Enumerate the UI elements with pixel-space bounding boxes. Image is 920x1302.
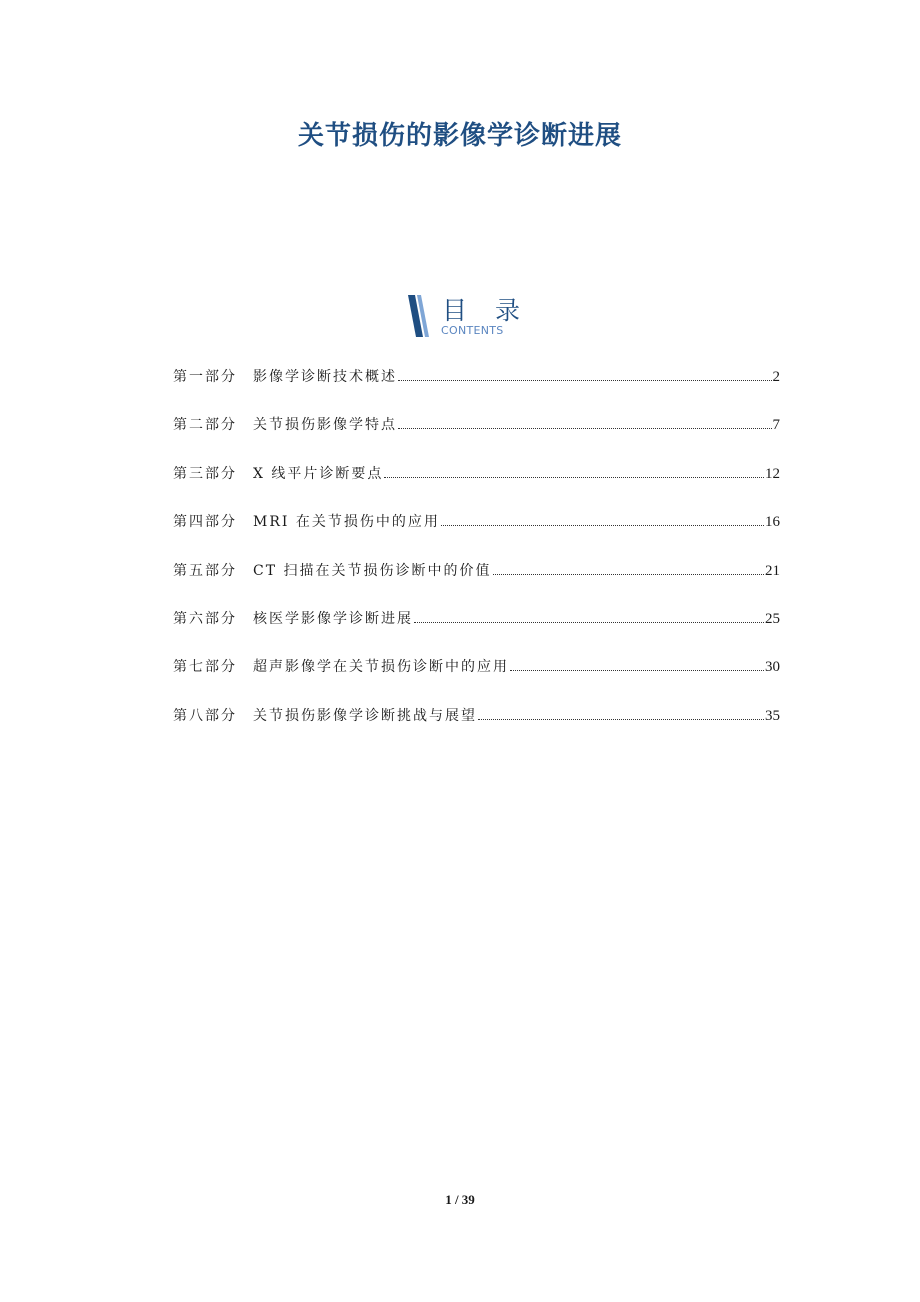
toc-entry-title[interactable]: CT 扫描在关节损伤诊断中的价值	[253, 562, 492, 579]
toc-subheading: CONTENTS	[441, 324, 504, 337]
toc-entry[interactable]	[173, 463, 780, 511]
toc-entry-part: 第七部分	[173, 659, 237, 676]
page-indicator: 1 / 39	[445, 1192, 475, 1207]
toc-entry-part: 第一部分	[173, 369, 237, 385]
document-title: 关节损伤的影像学诊断进展	[297, 121, 622, 151]
toc-entry-page[interactable]: 2	[772, 369, 780, 385]
toc-header	[406, 293, 530, 339]
toc-entry-leader	[493, 573, 765, 575]
toc-entry-page[interactable]: 7	[772, 417, 780, 434]
toc-entry-part: 第四部分	[173, 514, 237, 531]
toc-entry-part: 第六部分	[173, 610, 237, 627]
toc-entry-title[interactable]: MRI 在关节损伤中的应用	[253, 514, 440, 531]
toc-entry-title[interactable]: 超声影像学在关节损伤诊断中的应用	[253, 659, 509, 676]
toc-entry-part: 第三部分	[173, 465, 237, 482]
toc-entry-page[interactable]: 21	[765, 562, 780, 579]
toc-entry-leader	[398, 379, 772, 381]
toc-entry-page[interactable]: 16	[765, 514, 780, 531]
toc-entry[interactable]	[173, 608, 780, 656]
toc-entry-page[interactable]: 30	[765, 659, 780, 676]
toc-entry-leader	[384, 476, 764, 478]
toc-entry-part: 第二部分	[173, 417, 237, 434]
toc-heading: 目 录	[442, 296, 530, 325]
toc-entry-title[interactable]: 关节损伤影像学特点	[253, 417, 397, 434]
toc-entry-title[interactable]: 关节损伤影像学诊断挑战与展望	[253, 707, 477, 724]
book-stripe-icon	[406, 295, 432, 337]
table-of-contents	[173, 366, 780, 753]
toc-entry-part: 第五部分	[173, 562, 237, 579]
toc-entry-title[interactable]: 影像学诊断技术概述	[253, 369, 397, 385]
toc-entry[interactable]	[173, 656, 780, 704]
toc-entry[interactable]	[173, 511, 780, 559]
toc-entry-page[interactable]: 25	[765, 610, 780, 627]
toc-entry-leader	[398, 427, 772, 429]
toc-entry-leader	[478, 718, 764, 720]
toc-entry-page[interactable]: 35	[765, 707, 780, 724]
toc-entry[interactable]	[173, 414, 780, 462]
toc-entry-page[interactable]: 12	[765, 465, 780, 482]
toc-entry[interactable]	[173, 366, 780, 414]
toc-entry[interactable]	[173, 705, 780, 753]
toc-entry-part: 第八部分	[173, 707, 237, 724]
toc-entry-leader	[510, 669, 764, 671]
toc-entry-leader	[441, 524, 764, 526]
toc-entry-title[interactable]: X 线平片诊断要点	[253, 465, 384, 482]
toc-entry-leader	[414, 621, 764, 623]
toc-entry[interactable]	[173, 560, 780, 608]
toc-entry-title[interactable]: 核医学影像学诊断进展	[253, 610, 413, 627]
